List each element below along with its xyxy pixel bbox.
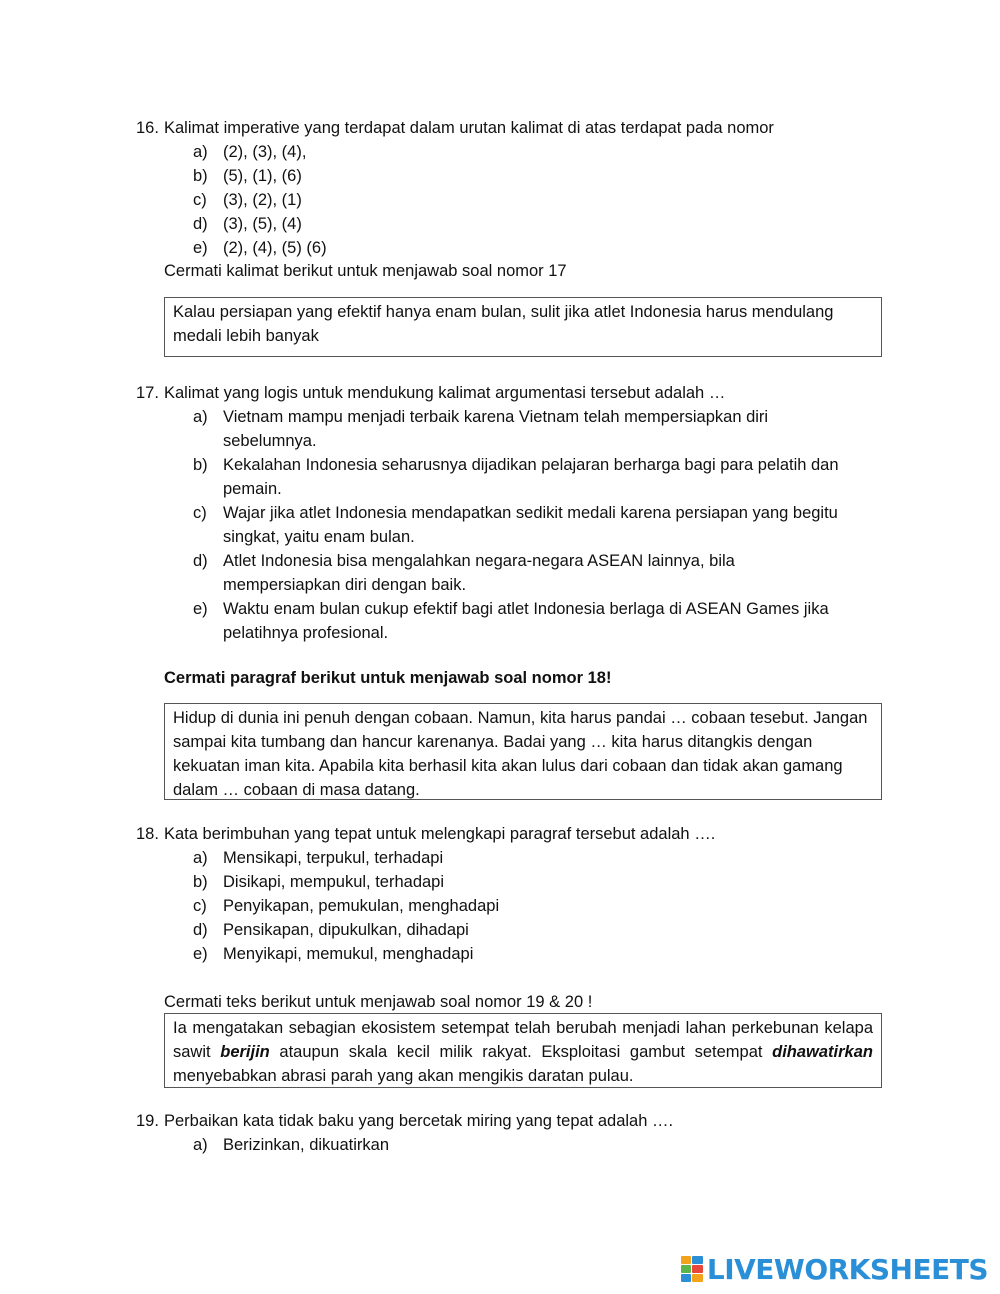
option-b[interactable]: b) Kekalahan Indonesia seharusnya dijadikan pelajaran berharga bagi para pelatih dan pemain. (193, 456, 839, 498)
option-b[interactable]: b) (5), (1), (6) (193, 167, 302, 185)
question-17 (136, 381, 896, 405)
option-d[interactable]: d) Pensikapan, dipukulkan, dihadapi (193, 921, 469, 939)
option-d[interactable]: d) Atlet Indonesia bisa mengalahkan negara-negara ASEAN lainnya, bila mempersiapkan diri dengan baik. (193, 552, 735, 594)
option-c[interactable]: c) Wajar jika atlet Indonesia mendapatkan sedikit medali karena persiapan yang begitu singkat, yaitu enam bulan. (193, 504, 838, 546)
option-e[interactable]: e) (2), (4), (5) (6) (193, 239, 327, 257)
option-c[interactable]: c) Penyikapan, pemukulan, menghadapi (193, 897, 500, 915)
liveworksheets-logo-icon (681, 1256, 703, 1282)
option-d[interactable]: d) (3), (5), (4) (193, 215, 302, 233)
question-number: 17. (136, 384, 159, 402)
q19-options (193, 1133, 873, 1157)
option-a[interactable]: a) Berizinkan, dikuatirkan (193, 1136, 389, 1154)
option-b[interactable]: b) Disikapi, mempukul, terhadapi (193, 873, 445, 891)
intro-19-20: Cermati teks berikut untuk menjawab soal nomor 19 & 20 ! (164, 993, 593, 1011)
passage-box-17: Kalau persiapan yang efektif hanya enam bulan, sulit jika atlet Indonesia harus mendulang medali lebih banyak (164, 297, 882, 357)
italic-word-dihawatirkan: dihawatirkan (772, 1043, 873, 1061)
liveworksheets-logo (681, 1252, 988, 1286)
question-18 (136, 822, 896, 846)
passage-box-18: Hidup di dunia ini penuh dengan cobaan. Namun, kita harus pandai … cobaan tesebut. Jangan sampai kita tumbang dan hancur karenanya. Badai yang … kita harus ditangkis dengan kekuatan iman kita. Apabila kita berhasil kita akan lulus dari cobaan dan tidak akan gamang dalam … cobaan di masa datang. (164, 703, 882, 800)
option-a[interactable]: a) Vietnam mampu menjadi terbaik karena Vietnam telah mempersiapkan diri sebelumnya. (193, 408, 769, 450)
passage-box-19: Ia mengatakan sebagian ekosistem setempat telah berubah menjadi lahan perkebunan kelapa sawit berijin ataupun skala kecil milik rakyat. Eksploitasi gambut setempat dihawatirkan menyebabkan abrasi parah yang akan mengikis daratan pulau. (164, 1013, 882, 1088)
q16-options (193, 140, 873, 260)
question-text: Kalimat yang logis untuk mendukung kalimat argumentasi tersebut adalah … (164, 384, 726, 402)
question-16 (136, 116, 896, 140)
option-a[interactable]: a) Mensikapi, terpukul, terhadapi (193, 849, 444, 867)
intro-18: Cermati paragraf berikut untuk menjawab soal nomor 18! (164, 669, 612, 687)
q17-options (193, 405, 853, 645)
question-number: 16. (136, 119, 159, 137)
option-a[interactable]: a) (2), (3), (4), (193, 143, 307, 161)
italic-word-berijin: berijin (220, 1043, 270, 1061)
logo-text: LIVEWORKSHEETS (706, 1252, 988, 1286)
question-text: Kata berimbuhan yang tepat untuk melengkapi paragraf tersebut adalah …. (164, 825, 716, 843)
option-e[interactable]: e) Waktu enam bulan cukup efektif bagi atlet Indonesia berlaga di ASEAN Games jika pelatihnya profesional. (193, 600, 829, 642)
question-number: 18. (136, 825, 159, 843)
question-19 (136, 1109, 896, 1133)
option-e[interactable]: e) Menyikapi, memukul, menghadapi (193, 945, 474, 963)
option-c[interactable]: c) (3), (2), (1) (193, 191, 302, 209)
question-text: Perbaikan kata tidak baku yang bercetak miring yang tepat adalah …. (164, 1112, 674, 1130)
question-text: Kalimat imperative yang terdapat dalam urutan kalimat di atas terdapat pada nomor (164, 119, 774, 137)
question-number: 19. (136, 1112, 159, 1130)
q18-options (193, 846, 873, 966)
intro-17: Cermati kalimat berikut untuk menjawab soal nomor 17 (164, 262, 567, 280)
